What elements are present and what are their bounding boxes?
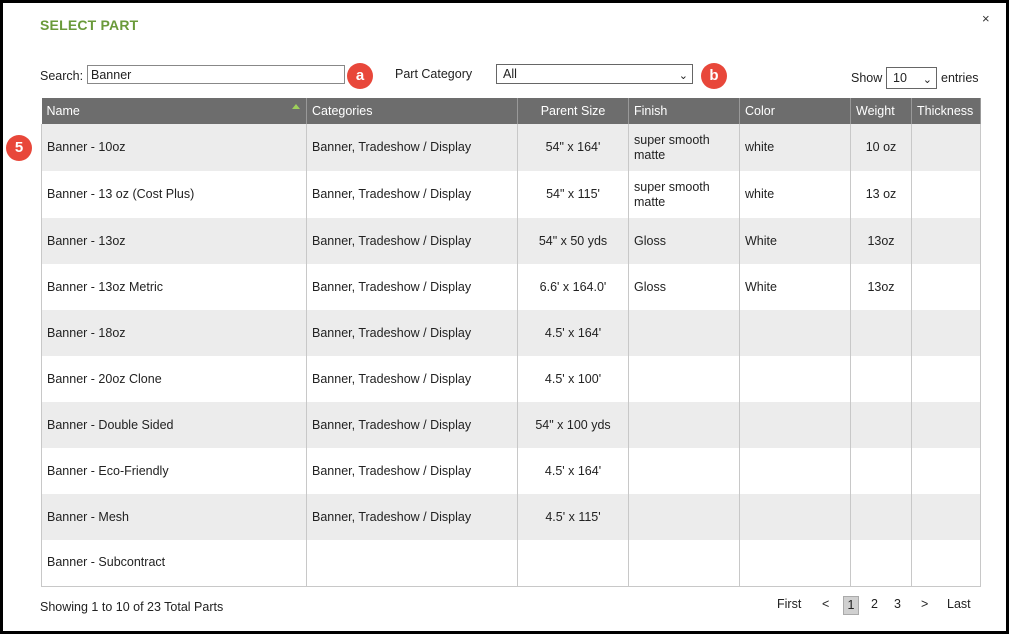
cell-name: Banner - 10oz <box>42 124 307 171</box>
cell-categories <box>307 540 518 586</box>
search-input[interactable] <box>87 65 345 84</box>
cell-color: white <box>740 171 851 218</box>
cell-parent-size: 4.5' x 164' <box>518 310 629 356</box>
cell-name: Banner - 13oz <box>42 218 307 264</box>
cell-thickness <box>912 171 981 218</box>
cell-parent-size: 54" x 115' <box>518 171 629 218</box>
select-part-dialog <box>3 3 1006 631</box>
cell-weight: 13oz <box>851 218 912 264</box>
cell-thickness <box>912 310 981 356</box>
cell-parent-size: 4.5' x 100' <box>518 356 629 402</box>
cell-name: Banner - 18oz <box>42 310 307 356</box>
cell-color <box>740 356 851 402</box>
cell-finish <box>629 494 740 540</box>
cell-parent-size: 4.5' x 115' <box>518 494 629 540</box>
entries-per-page-value: 10 <box>893 71 907 85</box>
table-row[interactable] <box>42 218 981 264</box>
pager-page-1[interactable]: 1 <box>843 596 859 615</box>
cell-finish <box>629 356 740 402</box>
cell-color <box>740 540 851 586</box>
cell-weight <box>851 356 912 402</box>
cell-thickness <box>912 356 981 402</box>
cell-weight <box>851 310 912 356</box>
cell-thickness <box>912 540 981 586</box>
cell-color <box>740 448 851 494</box>
cell-parent-size: 6.6' x 164.0' <box>518 264 629 310</box>
cell-weight: 13 oz <box>851 171 912 218</box>
table-header-row <box>42 98 981 124</box>
table-row[interactable] <box>42 264 981 310</box>
cell-color <box>740 494 851 540</box>
callout-marker-b: b <box>701 63 727 89</box>
callout-marker-5: 5 <box>6 135 32 161</box>
column-header-finish[interactable]: Finish <box>629 98 740 124</box>
column-header-weight[interactable]: Weight <box>851 98 912 124</box>
cell-name: Banner - Mesh <box>42 494 307 540</box>
cell-categories: Banner, Tradeshow / Display <box>307 448 518 494</box>
dialog-title: SELECT PART <box>40 17 139 33</box>
cell-categories: Banner, Tradeshow / Display <box>307 356 518 402</box>
pager-first-button[interactable]: First <box>777 597 802 611</box>
cell-thickness <box>912 124 981 171</box>
cell-finish <box>629 310 740 356</box>
cell-weight <box>851 402 912 448</box>
column-header-thickness[interactable]: Thickness <box>912 98 981 124</box>
cell-finish: Gloss <box>629 218 740 264</box>
close-icon[interactable]: × <box>982 11 990 26</box>
cell-weight <box>851 540 912 586</box>
cell-categories: Banner, Tradeshow / Display <box>307 310 518 356</box>
table-summary: Showing 1 to 10 of 23 Total Parts <box>40 600 224 614</box>
cell-thickness <box>912 402 981 448</box>
search-label: Search: <box>40 69 84 83</box>
cell-color: white <box>740 124 851 171</box>
chevron-down-icon: ⌄ <box>922 74 932 86</box>
cell-color: White <box>740 218 851 264</box>
cell-thickness <box>912 448 981 494</box>
cell-name: Banner - Double Sided <box>42 402 307 448</box>
cell-thickness <box>912 264 981 310</box>
cell-name: Banner - Subcontract <box>42 540 307 586</box>
column-header-parent-size[interactable]: Parent Size <box>518 98 629 124</box>
cell-color <box>740 310 851 356</box>
cell-finish: Gloss <box>629 264 740 310</box>
sort-ascending-icon <box>292 104 300 109</box>
table-row[interactable] <box>42 310 981 356</box>
cell-name: Banner - Eco-Friendly <box>42 448 307 494</box>
column-header-name[interactable]: Name <box>42 98 307 124</box>
cell-name: Banner - 20oz Clone <box>42 356 307 402</box>
cell-categories: Banner, Tradeshow / Display <box>307 402 518 448</box>
table-row[interactable] <box>42 494 981 540</box>
cell-parent-size: 54" x 100 yds <box>518 402 629 448</box>
cell-finish <box>629 540 740 586</box>
cell-categories: Banner, Tradeshow / Display <box>307 264 518 310</box>
pager-prev-button[interactable]: < <box>822 597 830 611</box>
part-category-value: All <box>503 67 517 81</box>
cell-finish <box>629 402 740 448</box>
pager-page-3[interactable]: 3 <box>894 597 901 611</box>
table-row[interactable] <box>42 402 981 448</box>
column-header-categories[interactable]: Categories <box>307 98 518 124</box>
cell-weight <box>851 448 912 494</box>
cell-parent-size: 54" x 164' <box>518 124 629 171</box>
pager-next-button[interactable]: > <box>921 597 929 611</box>
chevron-down-icon: ⌄ <box>678 70 688 82</box>
column-header-color[interactable]: Color <box>740 98 851 124</box>
parts-table <box>41 98 981 587</box>
cell-categories: Banner, Tradeshow / Display <box>307 218 518 264</box>
cell-parent-size: 54" x 50 yds <box>518 218 629 264</box>
cell-name: Banner - 13 oz (Cost Plus) <box>42 171 307 218</box>
cell-weight: 13oz <box>851 264 912 310</box>
table-row[interactable] <box>42 356 981 402</box>
part-category-label: Part Category <box>395 67 473 81</box>
cell-parent-size: 4.5' x 164' <box>518 448 629 494</box>
table-row[interactable] <box>42 171 981 218</box>
table-row[interactable] <box>42 448 981 494</box>
entries-label: entries <box>941 71 979 85</box>
cell-finish: super smooth matte <box>629 171 740 218</box>
cell-color: White <box>740 264 851 310</box>
cell-categories: Banner, Tradeshow / Display <box>307 494 518 540</box>
cell-thickness <box>912 218 981 264</box>
show-label: Show <box>851 71 883 85</box>
entries-per-page-select[interactable] <box>886 67 937 89</box>
callout-marker-a: a <box>347 63 373 89</box>
pager-page-2[interactable]: 2 <box>871 597 878 611</box>
cell-color <box>740 402 851 448</box>
table-row[interactable] <box>42 540 981 586</box>
cell-name: Banner - 13oz Metric <box>42 264 307 310</box>
cell-categories: Banner, Tradeshow / Display <box>307 171 518 218</box>
part-category-select[interactable] <box>496 64 693 84</box>
cell-weight: 10 oz <box>851 124 912 171</box>
cell-weight <box>851 494 912 540</box>
cell-parent-size <box>518 540 629 586</box>
cell-thickness <box>912 494 981 540</box>
cell-categories: Banner, Tradeshow / Display <box>307 124 518 171</box>
cell-finish <box>629 448 740 494</box>
table-row[interactable] <box>42 124 981 171</box>
cell-finish: super smooth matte <box>629 124 740 171</box>
pager-last-button[interactable]: Last <box>947 597 971 611</box>
